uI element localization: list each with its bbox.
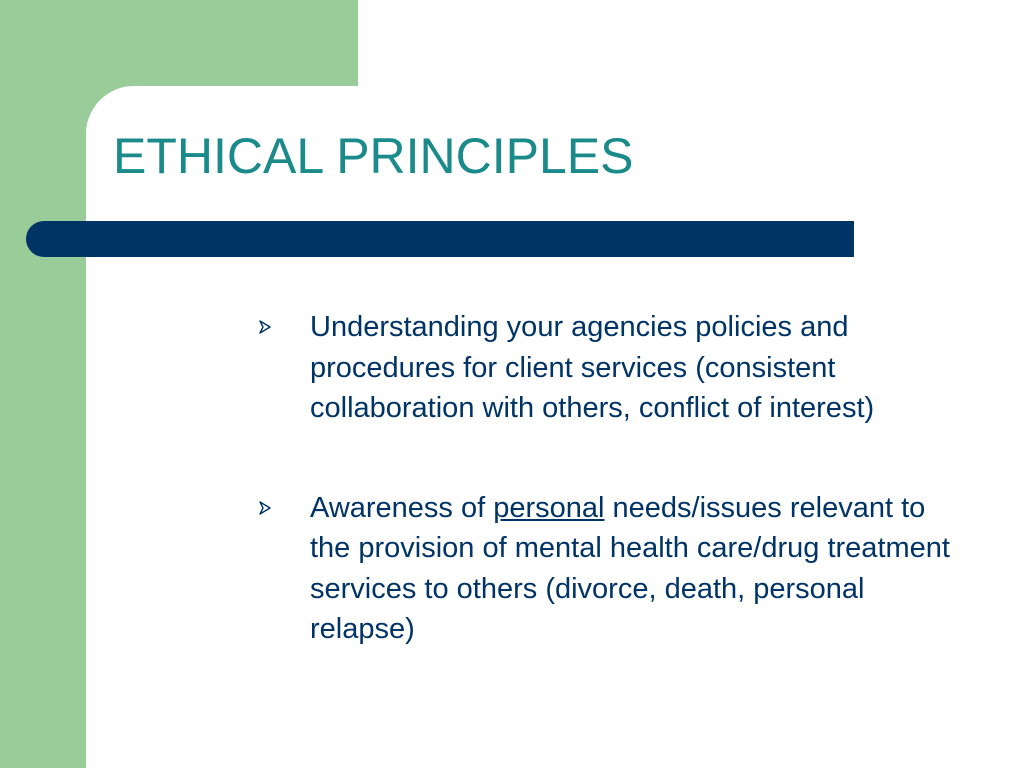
chevron-arrow-right-icon xyxy=(258,319,272,335)
title-underline-bar xyxy=(26,221,854,257)
bullet-item xyxy=(258,307,958,429)
bullet-text-after: needs/issues relevant to the provision of mental health care/drug treatment services to others (divorce, death, personal relapse) xyxy=(310,491,950,645)
bullet-list xyxy=(258,307,958,650)
decorative-green-left-band xyxy=(0,0,86,768)
bullet-text: Understanding your agencies policies and procedures for client services (consistent collaboration with others, conflict of interest) xyxy=(310,311,875,424)
bullet-item xyxy=(258,488,958,650)
chevron-arrow-right-icon xyxy=(258,500,272,516)
bullet-text-before: Awareness of xyxy=(310,491,494,524)
slide-title: ETHICAL PRINCIPLES xyxy=(113,128,634,184)
bullet-text-underlined: personal xyxy=(493,491,605,524)
